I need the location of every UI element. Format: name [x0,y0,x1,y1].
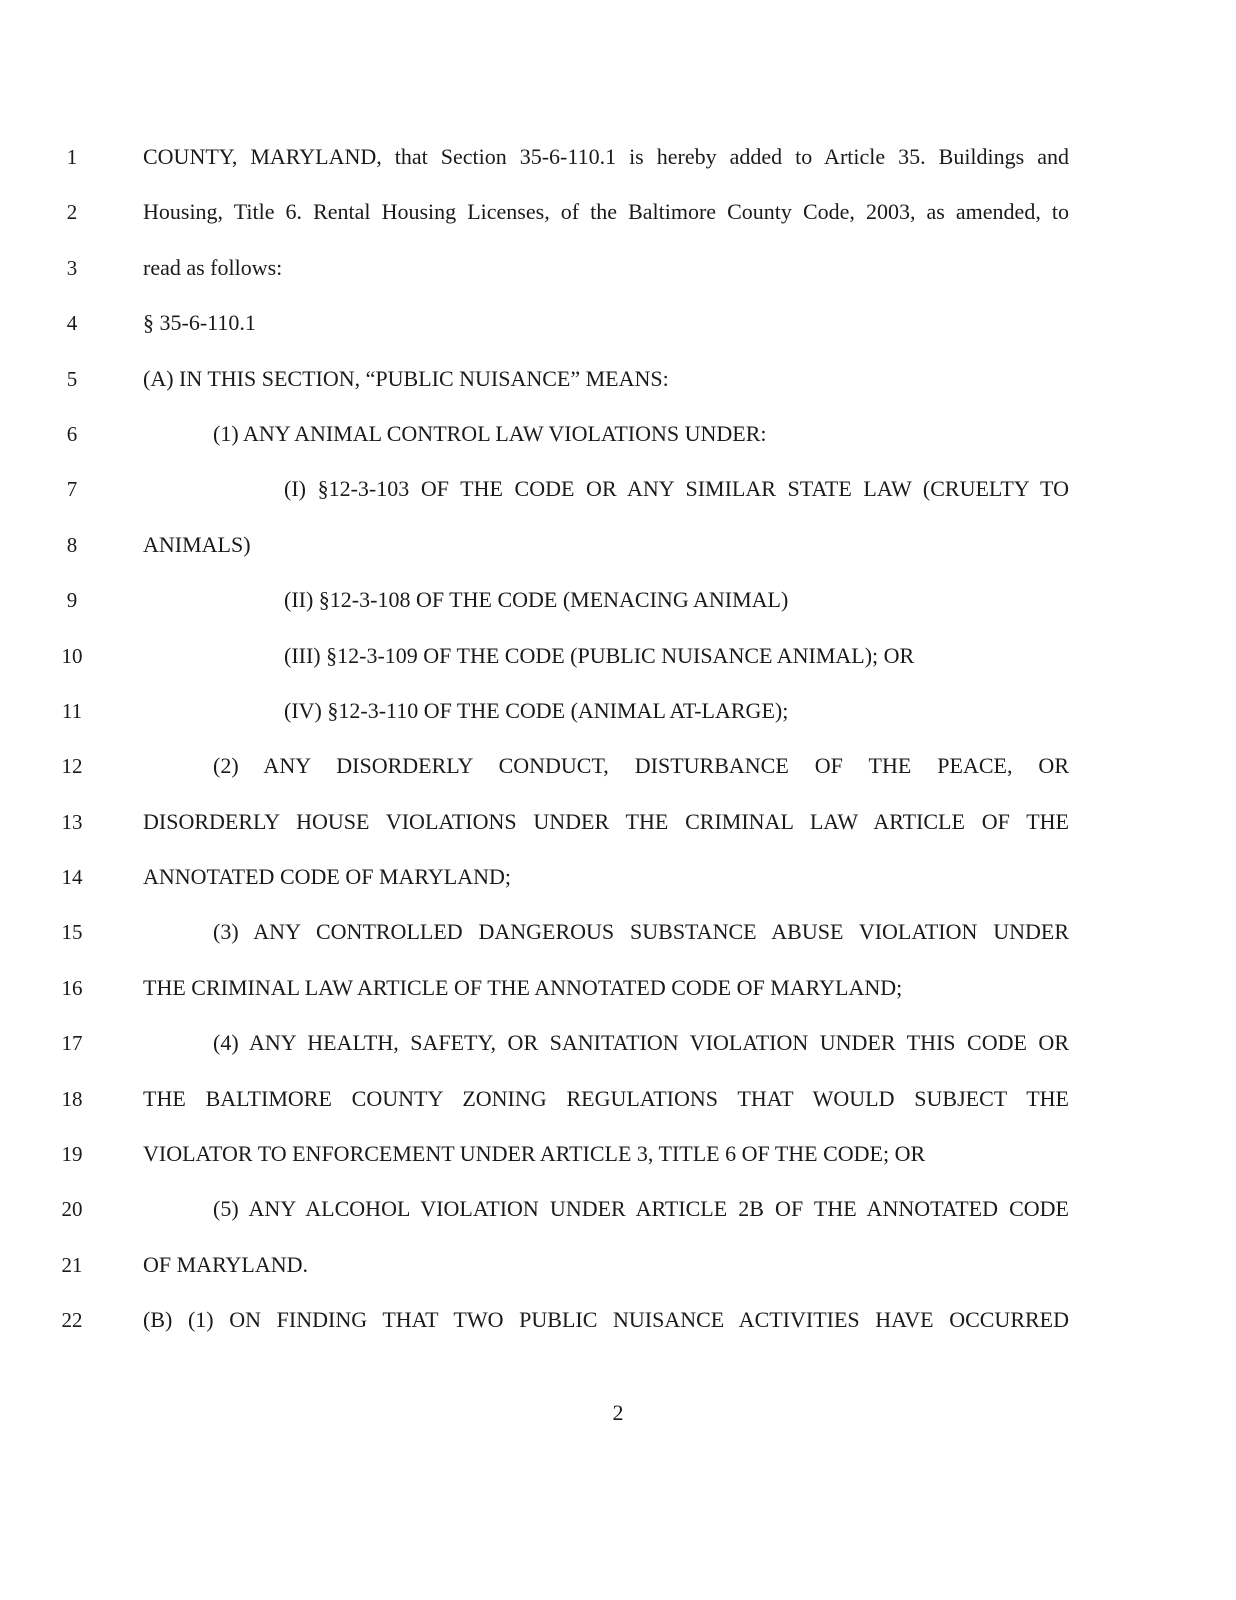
line-22 [0,1294,1236,1349]
line-number: 20 [61,1197,83,1222]
line-19 [0,1128,1236,1183]
line-number: 19 [61,1142,83,1167]
line-text: (5) ANY ALCOHOL VIOLATION UNDER ARTICLE 2B OF THE ANNOTATED CODE [213,1196,1069,1222]
line-16 [0,962,1236,1017]
numbered-lines [0,131,1236,1350]
line-text: THE BALTIMORE COUNTY ZONING REGULATIONS THAT WOULD SUBJECT THE [143,1085,1069,1111]
line-20 [0,1183,1236,1238]
line-7 [0,463,1236,518]
line-number: 14 [61,865,83,890]
line-text: COUNTY, MARYLAND, that Section 35-6-110.1 is hereby added to Article 35. Buildings and [143,144,1069,169]
line-number: 10 [61,643,83,668]
line-number: 1 [66,145,78,169]
line-6 [0,408,1236,463]
line-number: 7 [66,477,78,502]
line-number: 5 [66,366,78,391]
line-number: 13 [61,809,83,834]
line-text: ANNOTATED CODE OF MARYLAND; [143,864,511,890]
section-heading: § 35-6-110.1 [143,310,256,336]
line-14 [0,851,1236,906]
line-number: 16 [61,975,83,1000]
line-number: 6 [66,421,78,446]
line-9 [0,574,1236,629]
line-21 [0,1239,1236,1294]
line-number: 4 [66,311,78,336]
line-text: DISORDERLY HOUSE VIOLATIONS UNDER THE CRIMINAL LAW ARTICLE OF THE [143,808,1069,834]
line-number: 22 [61,1308,83,1333]
line-text: (B) (1) ON FINDING THAT TWO PUBLIC NUISANCE ACTIVITIES HAVE OCCURRED [143,1307,1069,1333]
page-number: 2 [612,1400,624,1425]
line-13 [0,796,1236,851]
line-text: OF MARYLAND. [143,1251,309,1277]
line-number: 17 [61,1031,83,1056]
line-17 [0,1017,1236,1072]
line-number: 9 [66,588,78,613]
line-1 [0,131,1236,186]
line-text: ANIMALS) [143,531,251,557]
line-text: VIOLATOR TO ENFORCEMENT UNDER ARTICLE 3, TITLE 6 OF THE CODE; OR [143,1141,926,1167]
line-text: (1) ANY ANIMAL CONTROL LAW VIOLATIONS UNDER: [213,420,767,446]
line-text: (A) IN THIS SECTION, “PUBLIC NUISANCE” MEANS: [143,365,669,391]
line-number: 11 [61,698,83,723]
line-2 [0,186,1236,241]
line-text: (III) §12-3-109 OF THE CODE (PUBLIC NUISANCE ANIMAL); OR [284,642,915,668]
line-8 [0,519,1236,574]
line-number: 2 [66,200,78,225]
line-text: (4) ANY HEALTH, SAFETY, OR SANITATION VIOLATION UNDER THIS CODE OR [213,1030,1069,1056]
line-text: (2) ANY DISORDERLY CONDUCT, DISTURBANCE OF THE PEACE, OR [213,753,1069,779]
line-text: (3) ANY CONTROLLED DANGEROUS SUBSTANCE ABUSE VIOLATION UNDER [213,919,1069,945]
line-number: 15 [61,920,83,945]
line-4 [0,297,1236,352]
line-number: 18 [61,1086,83,1111]
line-text: read as follows: [143,254,283,280]
line-12 [0,740,1236,795]
line-18 [0,1073,1236,1128]
line-number: 3 [66,255,78,280]
line-11 [0,685,1236,740]
line-number: 8 [66,532,78,557]
line-5 [0,353,1236,408]
line-number: 12 [61,754,83,779]
line-text: (I) §12-3-103 OF THE CODE OR ANY SIMILAR STATE LAW (CRUELTY TO [284,476,1069,502]
line-text: THE CRIMINAL LAW ARTICLE OF THE ANNOTATED CODE OF MARYLAND; [143,974,903,1000]
line-text: (II) §12-3-108 OF THE CODE (MENACING ANIMAL) [284,587,789,613]
line-text: (IV) §12-3-110 OF THE CODE (ANIMAL AT-LARGE); [284,697,789,723]
line-text: Housing, Title 6. Rental Housing Licenses, of the Baltimore County Code, 2003, as amended, to [143,199,1069,225]
line-15 [0,906,1236,961]
line-number: 21 [61,1252,83,1277]
line-3 [0,242,1236,297]
line-10 [0,630,1236,685]
